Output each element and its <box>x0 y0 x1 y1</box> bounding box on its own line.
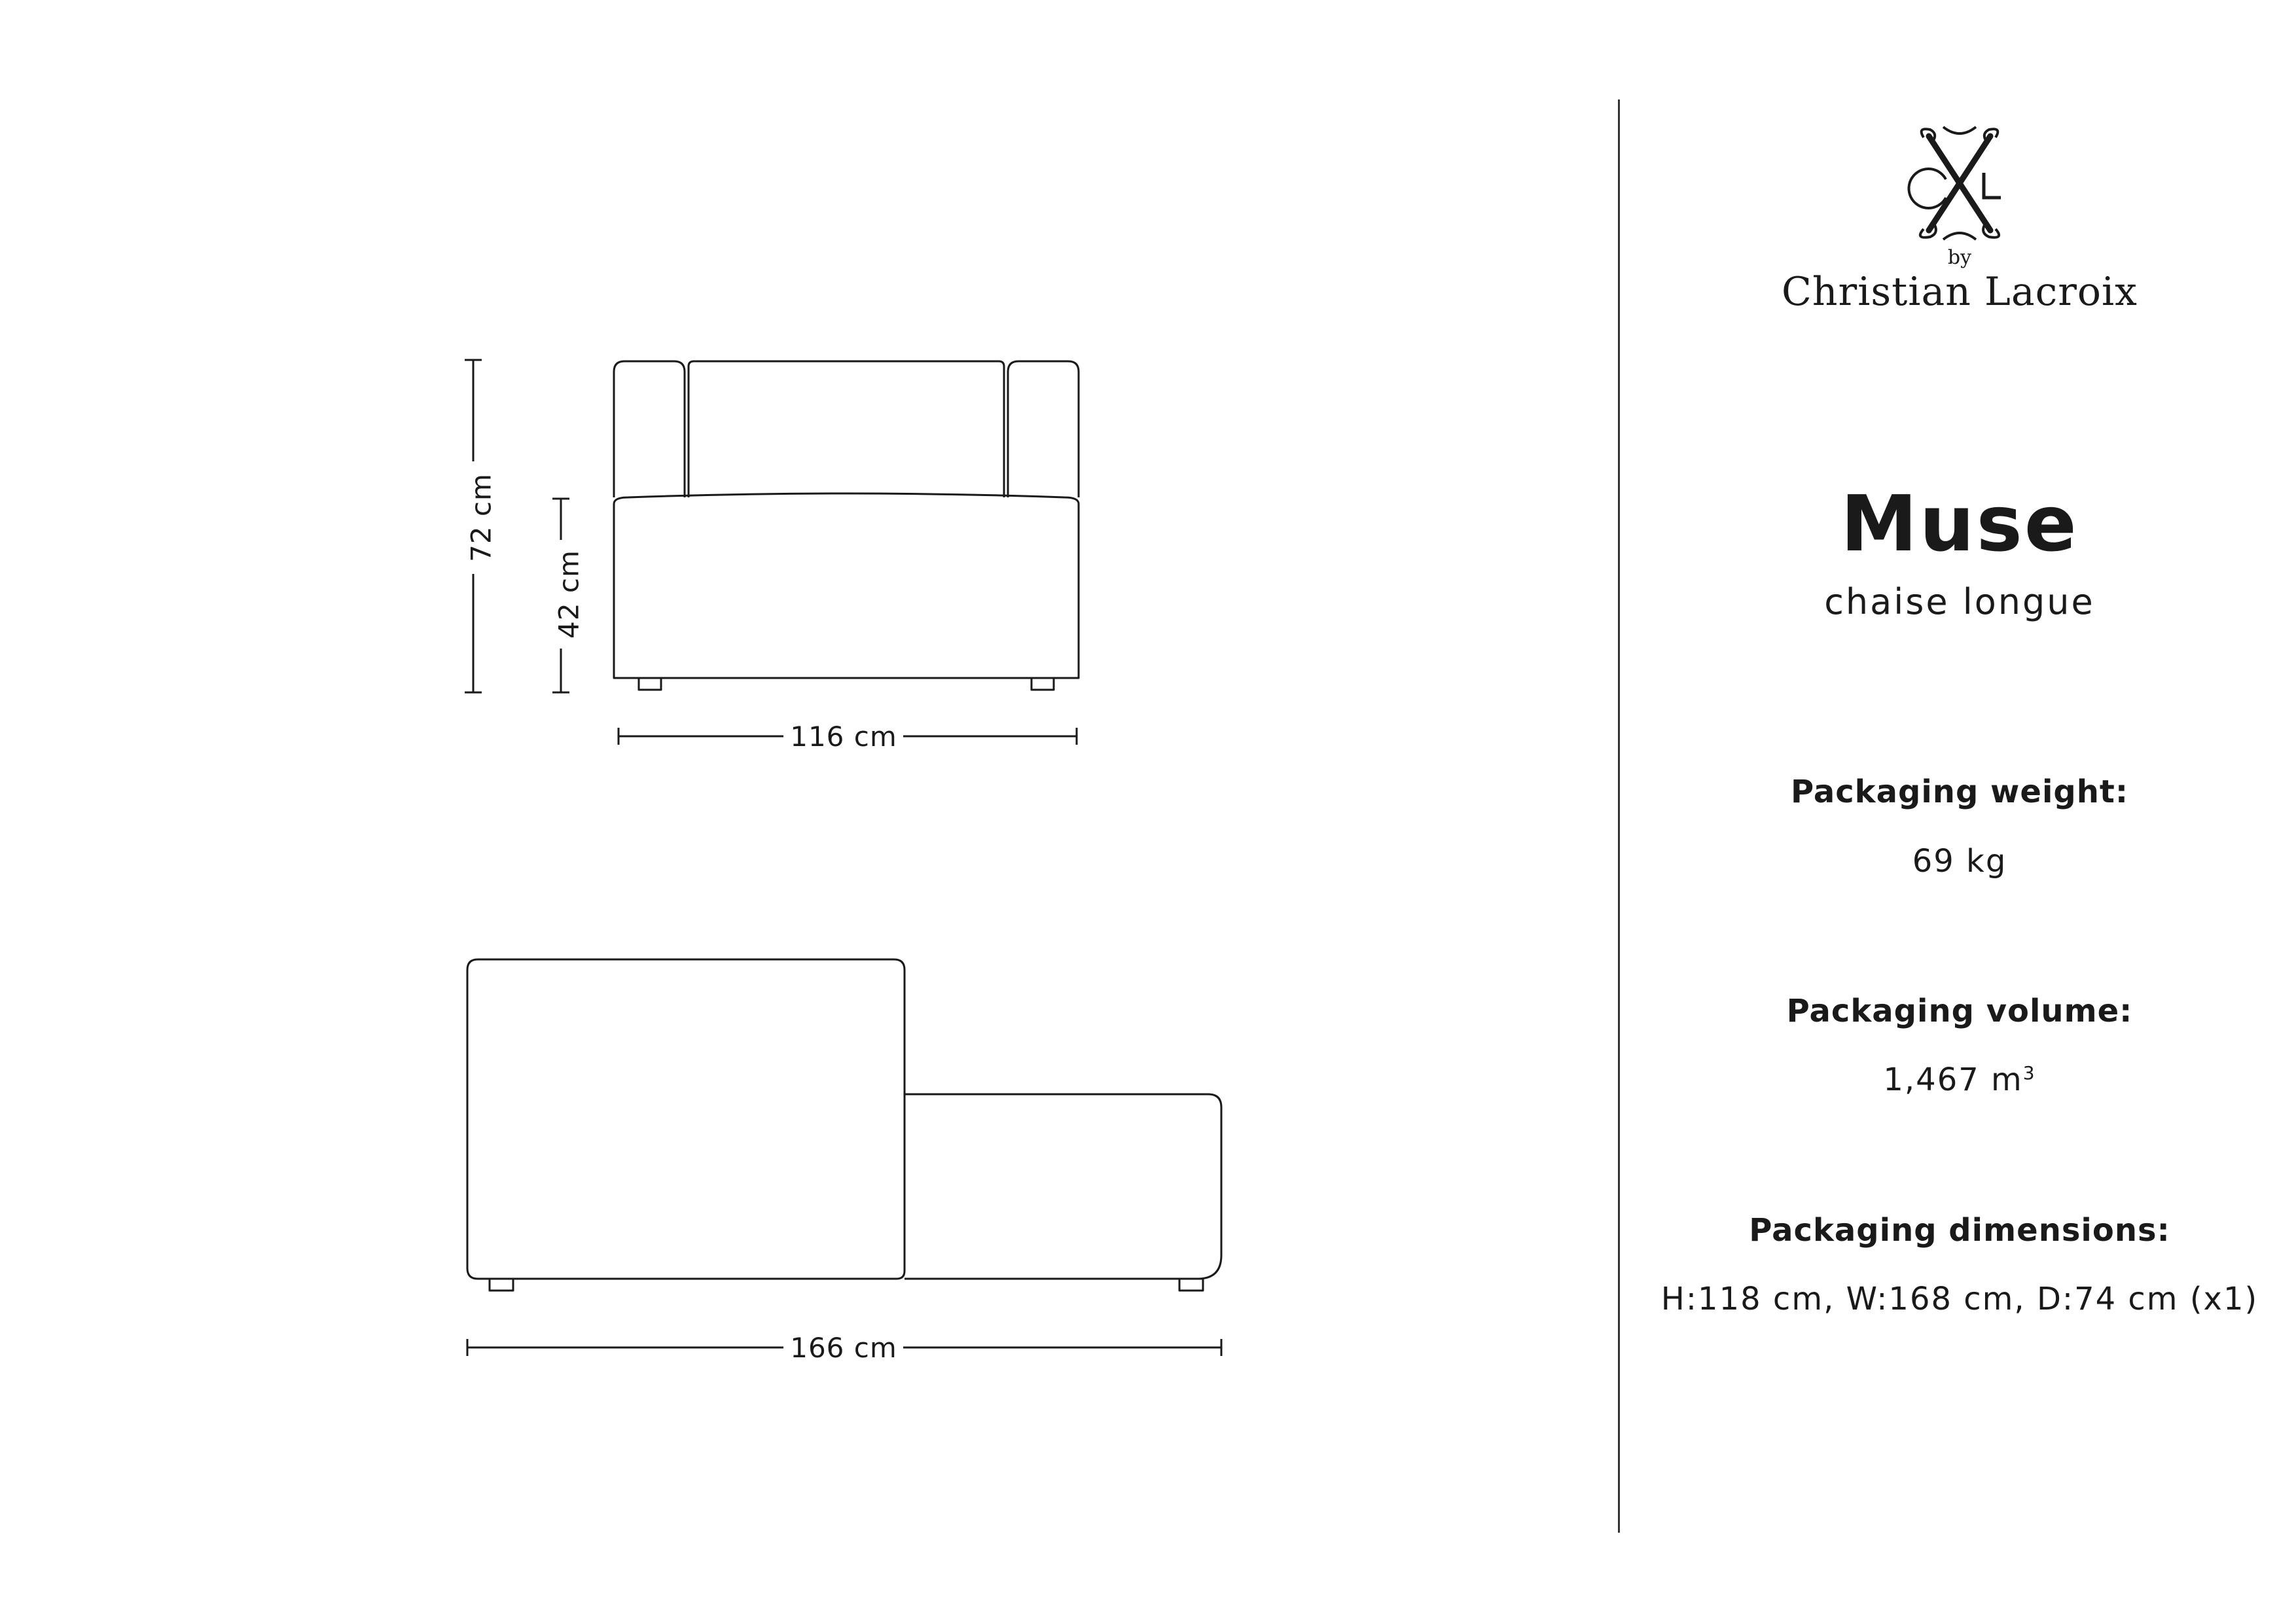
chaise-section <box>905 1094 1221 1279</box>
left-armrest <box>614 361 685 497</box>
back-section <box>467 959 905 1279</box>
weight-label: Packaging weight: <box>1790 774 2129 810</box>
side-left-foot <box>490 1279 513 1291</box>
dimensions-value: H:118 cm, W:168 cm, D:74 cm (x1) <box>1660 1281 2259 1317</box>
front-right-foot <box>1031 678 1054 690</box>
right-armrest <box>1008 361 1079 497</box>
label-side-length: 166 cm <box>790 1332 897 1364</box>
brand-by: by <box>1947 246 1972 269</box>
vertical-divider <box>1618 99 1620 1533</box>
brand-name: Christian Lacroix <box>1781 269 2138 315</box>
front-left-foot <box>639 678 661 690</box>
side-right-foot <box>1179 1279 1203 1291</box>
label-seat-height: 42 cm <box>552 550 585 639</box>
dimensions-label: Packaging dimensions: <box>1749 1212 2170 1249</box>
product-name: Muse <box>1840 478 2079 569</box>
monogram-icon <box>1904 124 2015 242</box>
side-view-drawing <box>467 959 1221 1291</box>
volume-label: Packaging volume: <box>1786 993 2133 1029</box>
backrest <box>689 361 1004 497</box>
weight-value: 69 kg <box>1912 843 2007 880</box>
front-seat-cushion <box>614 493 1079 678</box>
label-height-total: 72 cm <box>465 473 497 562</box>
brand-logo <box>1623 124 2296 315</box>
volume-superscript: 3 <box>2022 1062 2036 1084</box>
volume-value <box>1623 1060 2296 1099</box>
front-view-drawing <box>614 361 1079 690</box>
label-front-width: 116 cm <box>790 721 897 753</box>
product-type: chaise longue <box>1824 581 2095 622</box>
volume-number: 1,467 m <box>1883 1061 2023 1098</box>
